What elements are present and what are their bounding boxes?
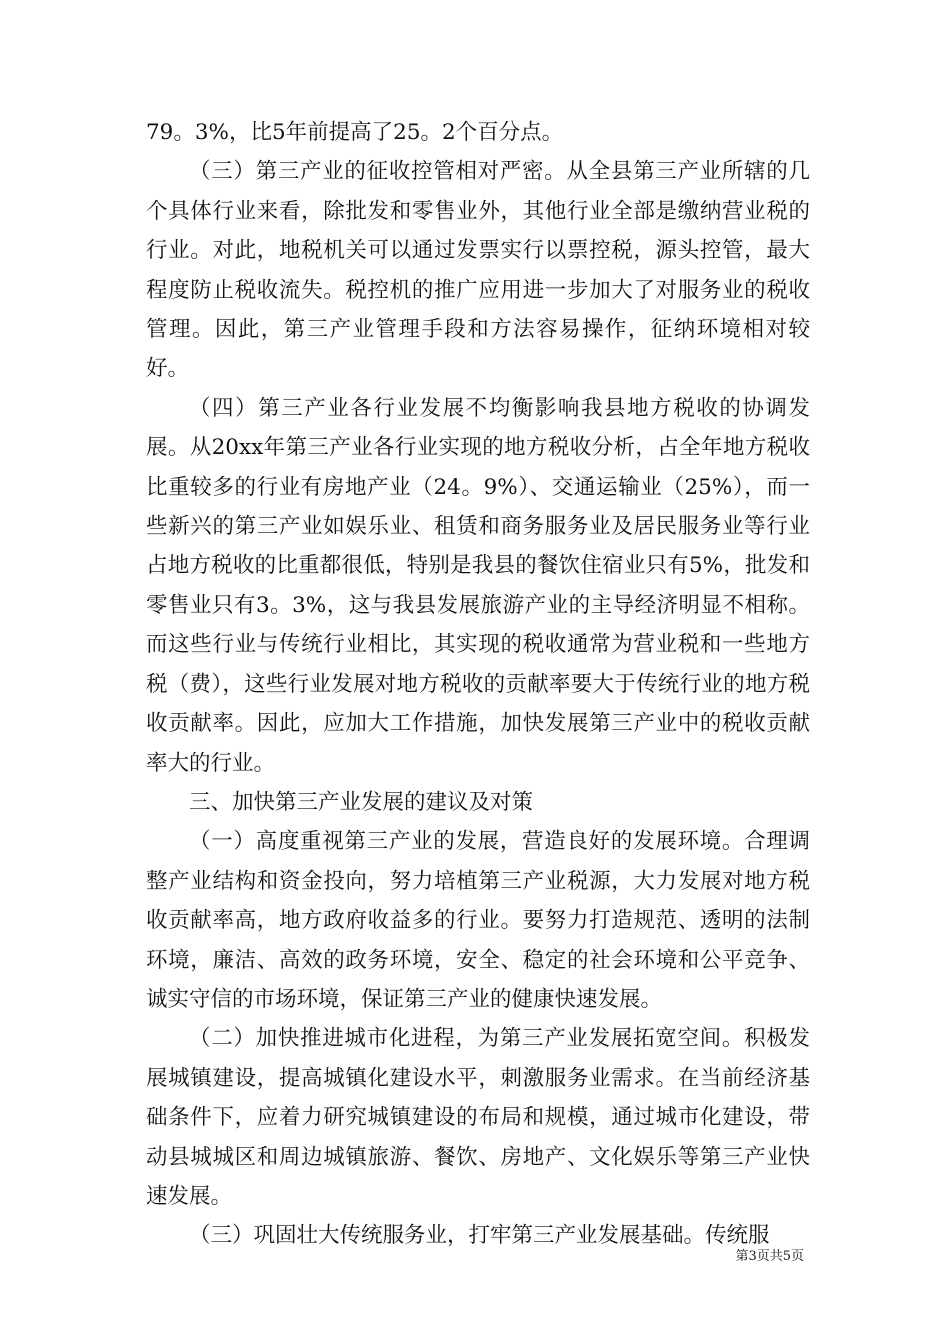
- paragraph-suggestion-1: （一）高度重视第三产业的发展，营造良好的发展环境。合理调整产业结构和资金投向，努力培植第三产业税源，大力发展对地方税收贡献率高，地方政府收益多的行业。要努力打造规范、透明的法制环境，廉洁、高效的政务环境，安全、稳定的社会环境和公平竞争、诚实守信的市场环境，保证第三产业的健康快速发展。: [146, 829, 810, 1012]
- paragraph-continuation: 79。3%，比5年前提高了25。2个百分点。: [146, 120, 564, 145]
- document-body: [146, 113, 810, 1256]
- paragraph-uneven-development: （四）第三产业各行业发展不均衡影响我县地方税收的协调发展。从20xx年第三产业各行业实现的地方税收分析，占全年地方税收比重较多的行业有房地产业（24。9%）、交通运输业（25%），而一些新兴的第三产业如娱乐业、租赁和商务服务业及居民服务业等行业占地方税收的比重都很低，特别是我县的餐饮住宿业只有5%，批发和零售业只有3。3%，这与我县发展旅游产业的主导经济明显不相称。而这些行业与传统行业相比，其实现的税收通常为营业税和一些地方税（费），这些行业发展对地方税收的贡献率要大于传统行业的地方税收贡献率。因此，应加大工作措施，加快发展第三产业中的税收贡献率大的行业。: [146, 395, 810, 776]
- paragraph-suggestion-3: （三）巩固壮大传统服务业，打牢第三产业发展基础。传统服: [189, 1223, 770, 1249]
- section-heading: 三、加快第三产业发展的建议及对策: [189, 789, 534, 815]
- page-number: 第3页共5页: [735, 1249, 804, 1264]
- paragraph-suggestion-2: （二）加快推进城市化进程，为第三产业发展拓宽空间。积极发展城镇建设，提高城镇化建设水平，刺激服务业需求。在当前经济基础条件下，应着力研究城镇建设的布局和规模，通过城市化建设，带动县城城区和周边城镇旅游、餐饮、房地产、文化娱乐等第三产业快速发展。: [146, 1026, 810, 1209]
- paragraph-tax-control: （三）第三产业的征收控管相对严密。从全县第三产业所辖的几个具体行业来看，除批发和零售业外，其他行业全部是缴纳营业税的行业。对此，地税机关可以通过发票实行以票控税，源头控管，最大程度防止税收流失。税控机的推广应用进一步加大了对服务业的税收管理。因此，第三产业管理手段和方法容易操作，征纳环境相对较好。: [146, 159, 810, 382]
